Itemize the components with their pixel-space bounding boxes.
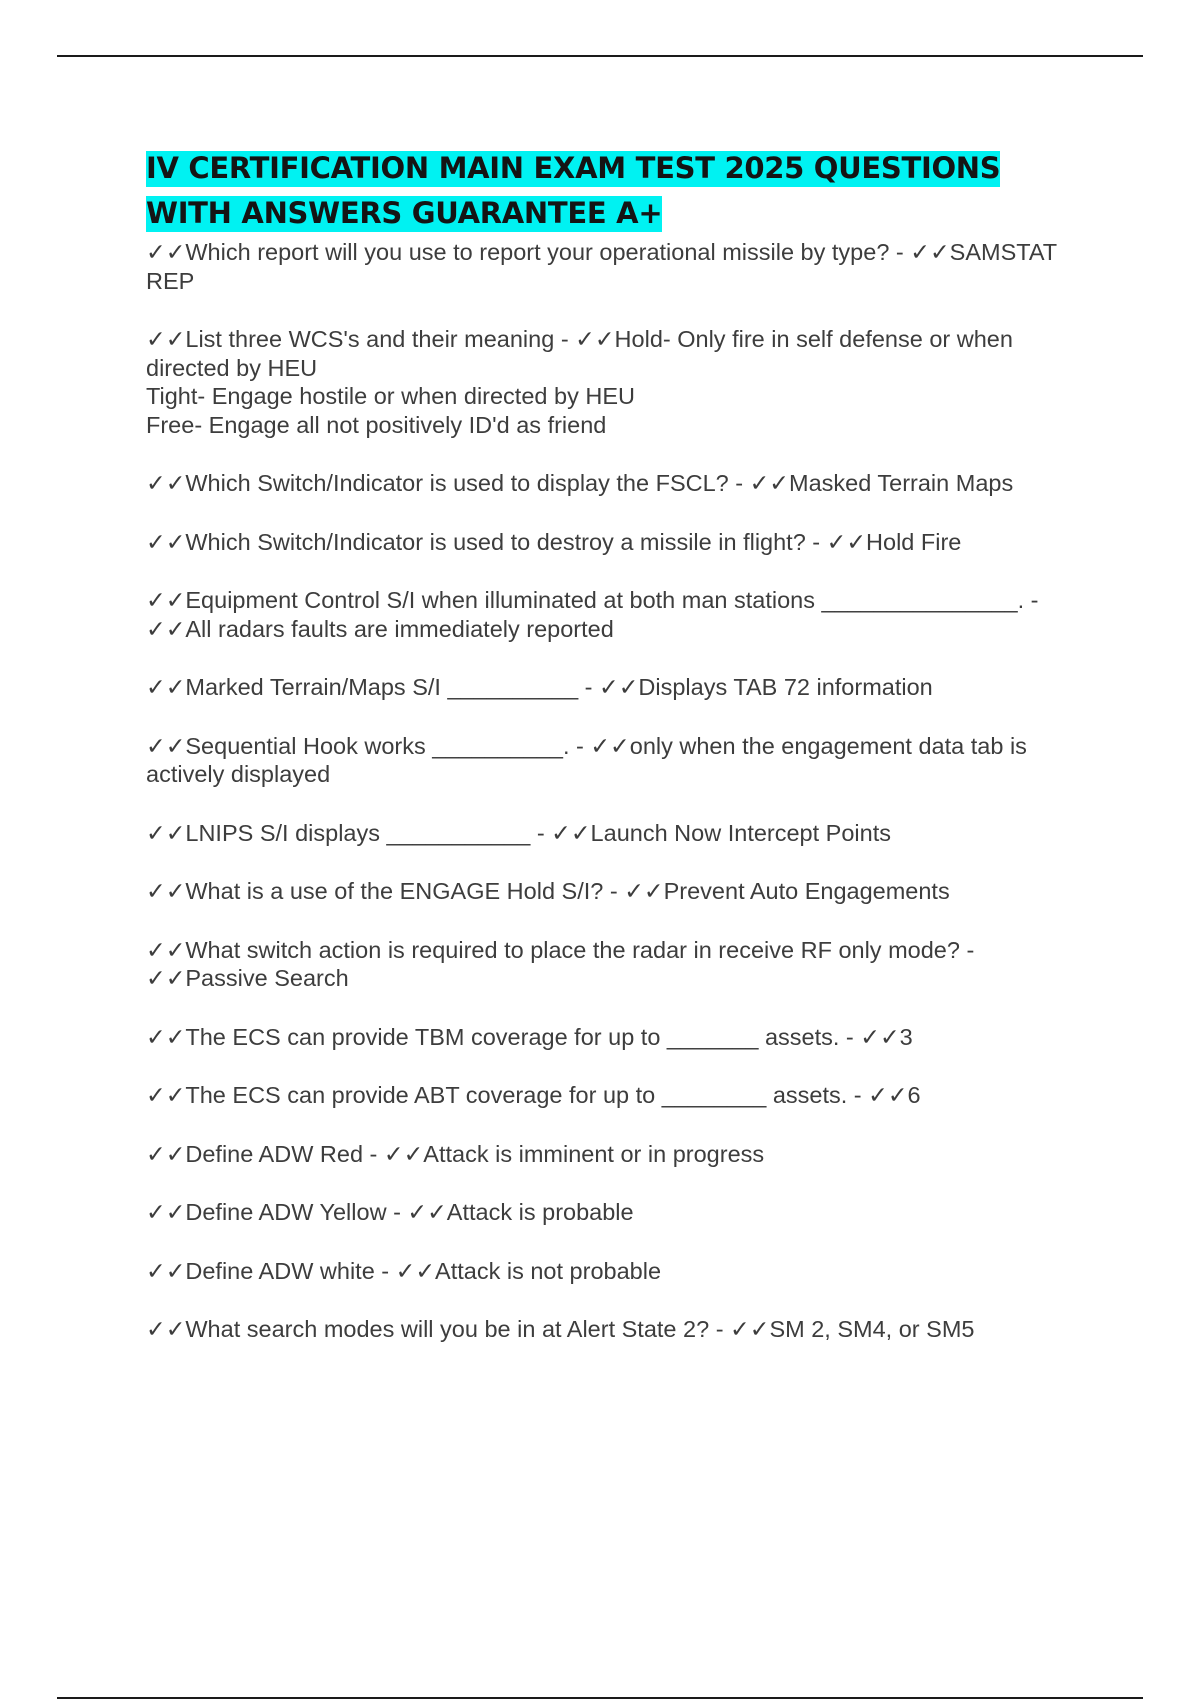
qa-item — [146, 1023, 1096, 1052]
qa-line: ✓✓List three WCS's and their meaning - ✓✓Hold- Only fire in self defense or when — [146, 326, 1013, 352]
qa-item — [146, 1140, 1096, 1169]
qa-item — [146, 1257, 1096, 1286]
qa-line: ✓✓Define ADW white - ✓✓Attack is not probable — [146, 1257, 662, 1284]
qa-line: ✓✓Which Switch/Indicator is used to display the FSCL? - ✓✓Masked Terrain Maps — [146, 470, 1014, 496]
title-line-2: WITH ANSWERS GUARANTEE A+ — [146, 196, 663, 230]
qa-line: ✓✓Which report will you use to report your operational missile by type? - ✓✓SAMSTAT — [146, 239, 1058, 265]
qa-line: ✓✓What is a use of the ENGAGE Hold S/I? - ✓✓Prevent Auto Engagements — [146, 878, 950, 904]
qa-list — [146, 238, 1096, 1344]
qa-item — [146, 1315, 1096, 1344]
qa-line: ✓✓Marked Terrain/Maps S/I __________ - ✓✓Displays TAB 72 information — [146, 674, 933, 700]
qa-line: directed by HEU — [146, 354, 318, 381]
qa-item — [146, 325, 1096, 439]
qa-item — [146, 673, 1096, 702]
qa-item — [146, 1198, 1096, 1227]
qa-item — [146, 819, 1096, 848]
top-rule — [57, 55, 1143, 57]
qa-item — [146, 1081, 1096, 1110]
qa-line: actively displayed — [146, 761, 331, 787]
document-title — [146, 146, 1096, 236]
qa-item — [146, 238, 1096, 295]
qa-line: ✓✓Define ADW Red - ✓✓Attack is imminent or in progress — [146, 1140, 765, 1167]
qa-line: ✓✓Which Switch/Indicator is used to destroy a missile in flight? - ✓✓Hold Fire — [146, 528, 962, 555]
qa-line: ✓✓Passive Search — [146, 965, 349, 991]
qa-line: ✓✓Sequential Hook works __________. - ✓✓only when the engagement data tab is — [146, 732, 1027, 759]
qa-line: ✓✓The ECS can provide TBM coverage for up to _______ assets. - ✓✓3 — [146, 1023, 913, 1050]
bottom-rule — [57, 1697, 1143, 1699]
qa-item — [146, 877, 1096, 906]
qa-item — [146, 528, 1096, 557]
qa-line: ✓✓Equipment Control S/I when illuminated at both man stations _______________. - — [146, 587, 1039, 613]
qa-item — [146, 469, 1096, 498]
qa-item — [146, 586, 1096, 643]
qa-line: ✓✓LNIPS S/I displays ___________ - ✓✓Launch Now Intercept Points — [146, 819, 892, 846]
qa-item — [146, 936, 1096, 993]
qa-line: ✓✓What search modes will you be in at Alert State 2? - ✓✓SM 2, SM4, or SM5 — [146, 1316, 975, 1342]
qa-line: ✓✓What switch action is required to place the radar in receive RF only mode? - — [146, 936, 975, 963]
document-body — [146, 146, 1096, 1374]
qa-line: ✓✓All radars faults are immediately reported — [146, 615, 614, 642]
qa-line: ✓✓Define ADW Yellow - ✓✓Attack is probable — [146, 1199, 634, 1225]
qa-line: Tight- Engage hostile or when directed by HEU — [146, 383, 635, 409]
qa-line: ✓✓The ECS can provide ABT coverage for up to ________ assets. - ✓✓6 — [146, 1082, 921, 1108]
qa-line: REP — [146, 267, 195, 294]
title-line-1: IV CERTIFICATION MAIN EXAM TEST 2025 QUESTIONS — [146, 151, 1001, 185]
qa-line: Free- Engage all not positively ID'd as friend — [146, 411, 607, 438]
qa-item — [146, 732, 1096, 789]
